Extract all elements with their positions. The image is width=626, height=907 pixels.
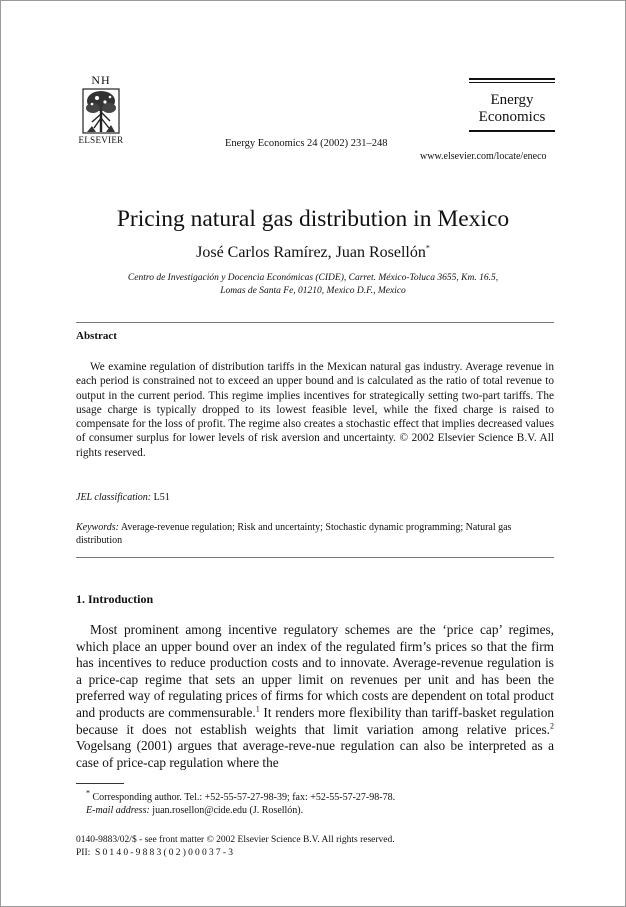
journal-url[interactable]: www.elsevier.com/locate/eneco — [420, 151, 547, 162]
abstract-body — [76, 360, 554, 460]
footnote-rule — [76, 783, 124, 784]
abstract-bottom-rule — [76, 557, 554, 558]
corresponding-author-footnote — [86, 788, 396, 804]
journal-name-line1: Energy — [490, 92, 534, 108]
article-authors — [0, 244, 626, 262]
elsevier-logo — [76, 74, 126, 145]
journal-name — [469, 92, 555, 126]
author-names: José Carlos Ramírez, Juan Rosellón — [196, 244, 426, 261]
email-label: E-mail address: — [86, 805, 150, 816]
article-title: Pricing natural gas distribution in Mexico — [116, 206, 510, 232]
affiliation-line1: Centro de Investigación y Docencia Económicas (CIDE), Carret. México-Toluca 3655, Km. 16.5, — [127, 273, 499, 283]
journal-rule-bottom — [469, 130, 555, 132]
author-footnote-mark[interactable]: * — [425, 243, 430, 253]
journal-citation: Energy Economics 24 (2002) 231–248 — [225, 138, 388, 149]
email-footnote — [86, 804, 303, 817]
intro-text-part2: It renders more flexibility than tariff-basket regulation because it does not establish weights that limit variation among relative prices. — [76, 704, 554, 737]
author-affiliation — [0, 272, 626, 298]
abstract-top-rule — [76, 322, 554, 323]
copyright-line: 0140-9883/02/$ - see front matter © 2002 Elsevier Science B.V. All rights reserved. — [76, 835, 395, 845]
pii-line — [76, 847, 235, 859]
abstract-text: We examine regulation of distribution tariffs in the Mexican natural gas industry. Average revenue in each period is constrained not to exceed an upper bound and is calculated as the ratio of total revenue to output in the current period. This regime implies incentives for strategically setting two-part tariffs. The usage charge is typically dropped to its lowest feasible level, while the fixed charge is raised to compensate for the loss of profit. The regime also creates a stochastic effect that implies decreased values of consumer surplus for lower levels of risk aversion and uncertainty. © 2002 Elsevier Science B.V. All rights reserved. — [76, 361, 554, 459]
intro-text-part1: Most prominent among incentive regulatory schemes are the ‘price cap’ regimes, which place an upper bound over an index of the regulated firm’s prices so that the firm has incentives to reduce production costs and to innovate. Average-revenue regulation is a price-cap regime that sets an upper limit on revenues per unit and has been the preferred way of regulating prices of firms for which costs are dependent on total product and products are commensurable. — [76, 622, 554, 720]
intro-text-part3: Vogelsang (2001) argues that average-reve-nue regulation can also be interpreted as a case of price-cap regulation where the — [76, 738, 554, 770]
pii-code: S0140-9883(02)00037-3 — [95, 848, 236, 858]
keywords-value: Average-revenue regulation; Risk and uncertainty; Stochastic dynamic programming; Natural gas distribution — [76, 522, 512, 546]
footnote-ref-2[interactable]: 2 — [550, 721, 554, 731]
journal-rule-thin — [469, 82, 555, 83]
journal-rule-top — [469, 78, 555, 80]
email-value[interactable]: juan.rosellon@cide.edu (J. Rosellón). — [152, 805, 304, 816]
publisher-name: ELSEVIER — [78, 135, 124, 145]
keywords-label: Keywords: — [76, 522, 119, 533]
jel-classification — [76, 491, 554, 504]
corresponding-author-text: Corresponding author. Tel.: +52-55-57-27-98-39; fax: +52-55-57-27-98-78. — [92, 792, 396, 803]
footnote-ref-1[interactable]: 1 — [255, 704, 260, 714]
jel-label: JEL classification: — [76, 492, 152, 503]
journal-box — [469, 78, 555, 132]
logo-monogram: NH — [91, 73, 111, 87]
pii-label: PII: — [76, 848, 91, 858]
elsevier-tree-icon — [82, 88, 120, 134]
footnote-mark: * — [86, 788, 90, 798]
keywords — [76, 521, 554, 547]
introduction-heading: 1. Introduction — [76, 592, 154, 606]
abstract-heading: Abstract — [76, 330, 117, 342]
journal-name-line2: Economics — [478, 109, 546, 125]
affiliation-line2: Lomas de Santa Fe, 01210, Mexico D.F., Mexico — [220, 286, 406, 296]
introduction-body — [76, 622, 554, 771]
jel-value: L51 — [153, 492, 170, 503]
